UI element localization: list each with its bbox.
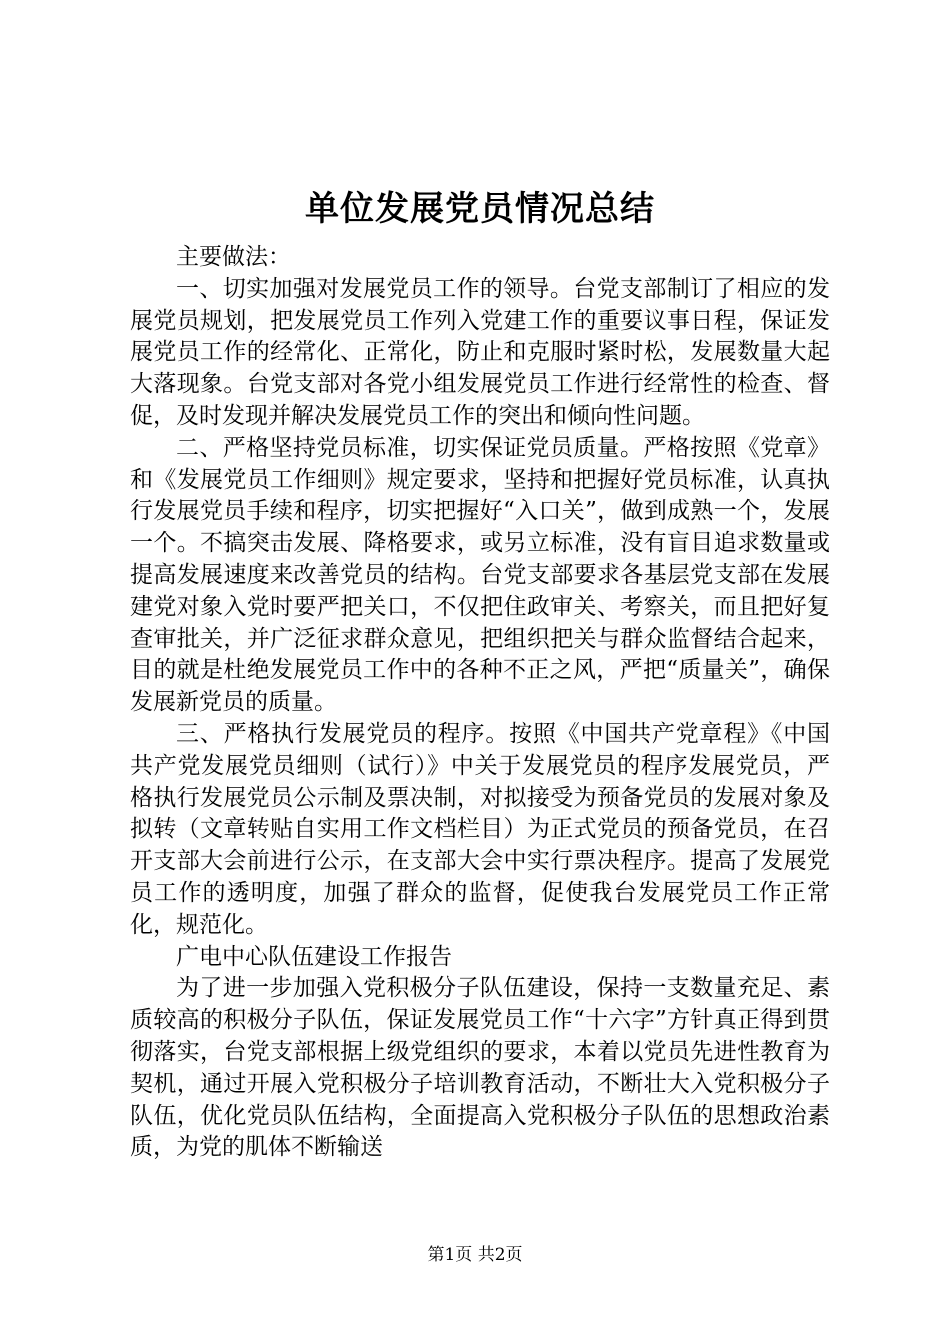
paragraph-report-heading: 广电中心队伍建设工作报告: [176, 943, 452, 970]
document-title: 单位发展党员情况总结: [305, 189, 655, 229]
paragraph-procedures: 三、严格执行发展党员的程序。按照《中国共产党章程》《中国共产党发展党员细则（试行）》中关于发展党员的程序发展党员，严格执行发展党员公示制及票决制，对拟接受为预备党员的发展对象及拟转（文章转贴自实用工作文档栏目）为正式党员的预备党员，在召开支部大会前进行公示，在支部大会中实行票决程序。提高了发展党员工作的透明度，加强了群众的监督，促使我台发展党员工作正常化，规范化。: [130, 720, 830, 938]
document-body: [130, 182, 830, 1164]
paragraph-leadership: 一、切实加强对发展党员工作的领导。台党支部制订了相应的发展党员规划，把发展党员工作列入党建工作的重要议事日程，保证发展党员工作的经常化、正常化，防止和克服时紧时松，发展数量大起大落现象。台党支部对各党小组发展党员工作进行经常性的检查、督促，及时发现并解决发展党员工作的突出和倾向性问题。: [130, 275, 830, 429]
page-number-footer: 第1页 共2页: [427, 1245, 523, 1265]
paragraph-activist-team: 为了进一步加强入党积极分子队伍建设，保持一支数量充足、素质较高的积极分子队伍，保证发展党员工作“十六字”方针真正得到贯彻落实，台党支部根据上级党组织的要求，本着以党员先进性教育为契机，通过开展入党积极分子培训教育活动，不断壮大入党积极分子队伍，优化党员队伍结构，全面提高入党积极分子队伍的思想政治素质，为党的肌体不断输送: [130, 975, 830, 1161]
paragraph-member-standards: 二、严格坚持党员标准，切实保证党员质量。严格按照《党章》和《发展党员工作细则》规定要求，坚持和把握好党员标准，认真执行发展党员手续和程序，切实把握好“入口关”，做到成熟一个，发展一个。不搞突击发展、降格要求，或另立标准，没有盲目追求数量或提高发展速度来改善党员的结构。台党支部要求各基层党支部在发展建党对象入党时要严把关口，不仅把住政审关、考察关，而且把好复查审批关，并广泛征求群众意见，把组织把关与群众监督结合起来，目的就是杜绝发展党员工作中的各种不正之风，严把“质量关”，确保发展新党员的质量。: [130, 434, 830, 716]
paragraph-main-methods-heading: 主要做法：: [176, 244, 291, 270]
